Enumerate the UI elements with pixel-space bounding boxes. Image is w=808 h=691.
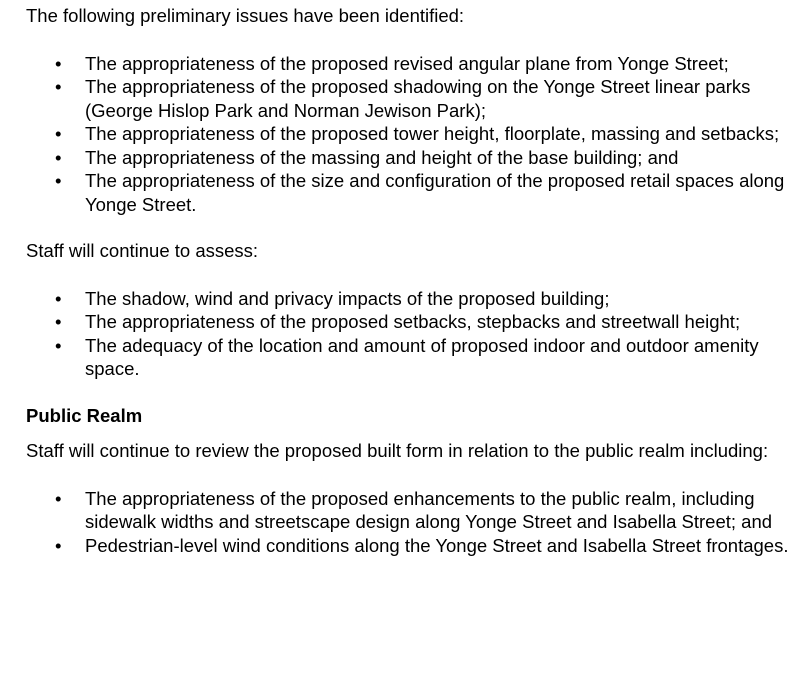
public-realm-heading: Public Realm [26, 404, 143, 426]
list-item [26, 487, 796, 534]
bullet-icon: • [55, 52, 62, 74]
list-item-text: The appropriateness of the proposed revised angular plane from Yonge Street; [85, 52, 729, 74]
list-item [26, 52, 796, 76]
public-realm-list [26, 487, 796, 558]
bullet-icon: • [55, 311, 62, 332]
bullet-icon: • [55, 170, 62, 191]
list-item [26, 534, 796, 558]
list-item-text: The appropriateness of the proposed setbacks, stepbacks and streetwall height; [85, 311, 741, 332]
list-item [26, 310, 796, 334]
bullet-icon: • [55, 334, 62, 356]
bullet-icon: • [55, 146, 62, 168]
list-item-text: The shadow, wind and privacy impacts of the proposed building; [85, 287, 610, 309]
bullet-icon: • [55, 76, 62, 97]
list-item-text: The appropriateness of the proposed shadowing on the Yonge Street linear parks (George Hislop Park and Norman Jewison Park); [85, 76, 751, 121]
preliminary-issues-list [26, 52, 796, 217]
list-item [26, 287, 796, 311]
continue-assess-intro: Staff will continue to assess: [26, 240, 259, 261]
list-item [26, 122, 796, 146]
public-realm-intro: Staff will continue to review the proposed built form in relation to the public realm including: [26, 440, 769, 461]
list-item-text: Pedestrian-level wind conditions along the Yonge Street and Isabella Street frontages. [85, 534, 789, 556]
bullet-icon: • [55, 123, 62, 144]
assessment-list [26, 287, 796, 381]
list-item-text: The appropriateness of the proposed tower height, floorplate, massing and setbacks; [85, 123, 780, 144]
list-item [26, 334, 796, 381]
list-item [26, 75, 796, 122]
bullet-icon: • [55, 487, 62, 509]
bullet-icon: • [55, 287, 62, 309]
document-page [26, 4, 796, 557]
list-item [26, 146, 796, 170]
preliminary-issues-intro: The following preliminary issues have been identified: [26, 5, 465, 26]
list-item-text: The appropriateness of the proposed enhancements to the public realm, including sidewalk widths and streetscape design along Yonge Street and Isabella Street; and [85, 487, 773, 532]
list-item [26, 169, 796, 216]
list-item-text: The appropriateness of the size and configuration of the proposed retail spaces along Yonge Street. [85, 170, 785, 215]
list-item-text: The appropriateness of the massing and height of the base building; and [85, 146, 679, 168]
list-item-text: The adequacy of the location and amount of proposed indoor and outdoor amenity space. [85, 334, 759, 379]
bullet-icon: • [55, 534, 62, 556]
